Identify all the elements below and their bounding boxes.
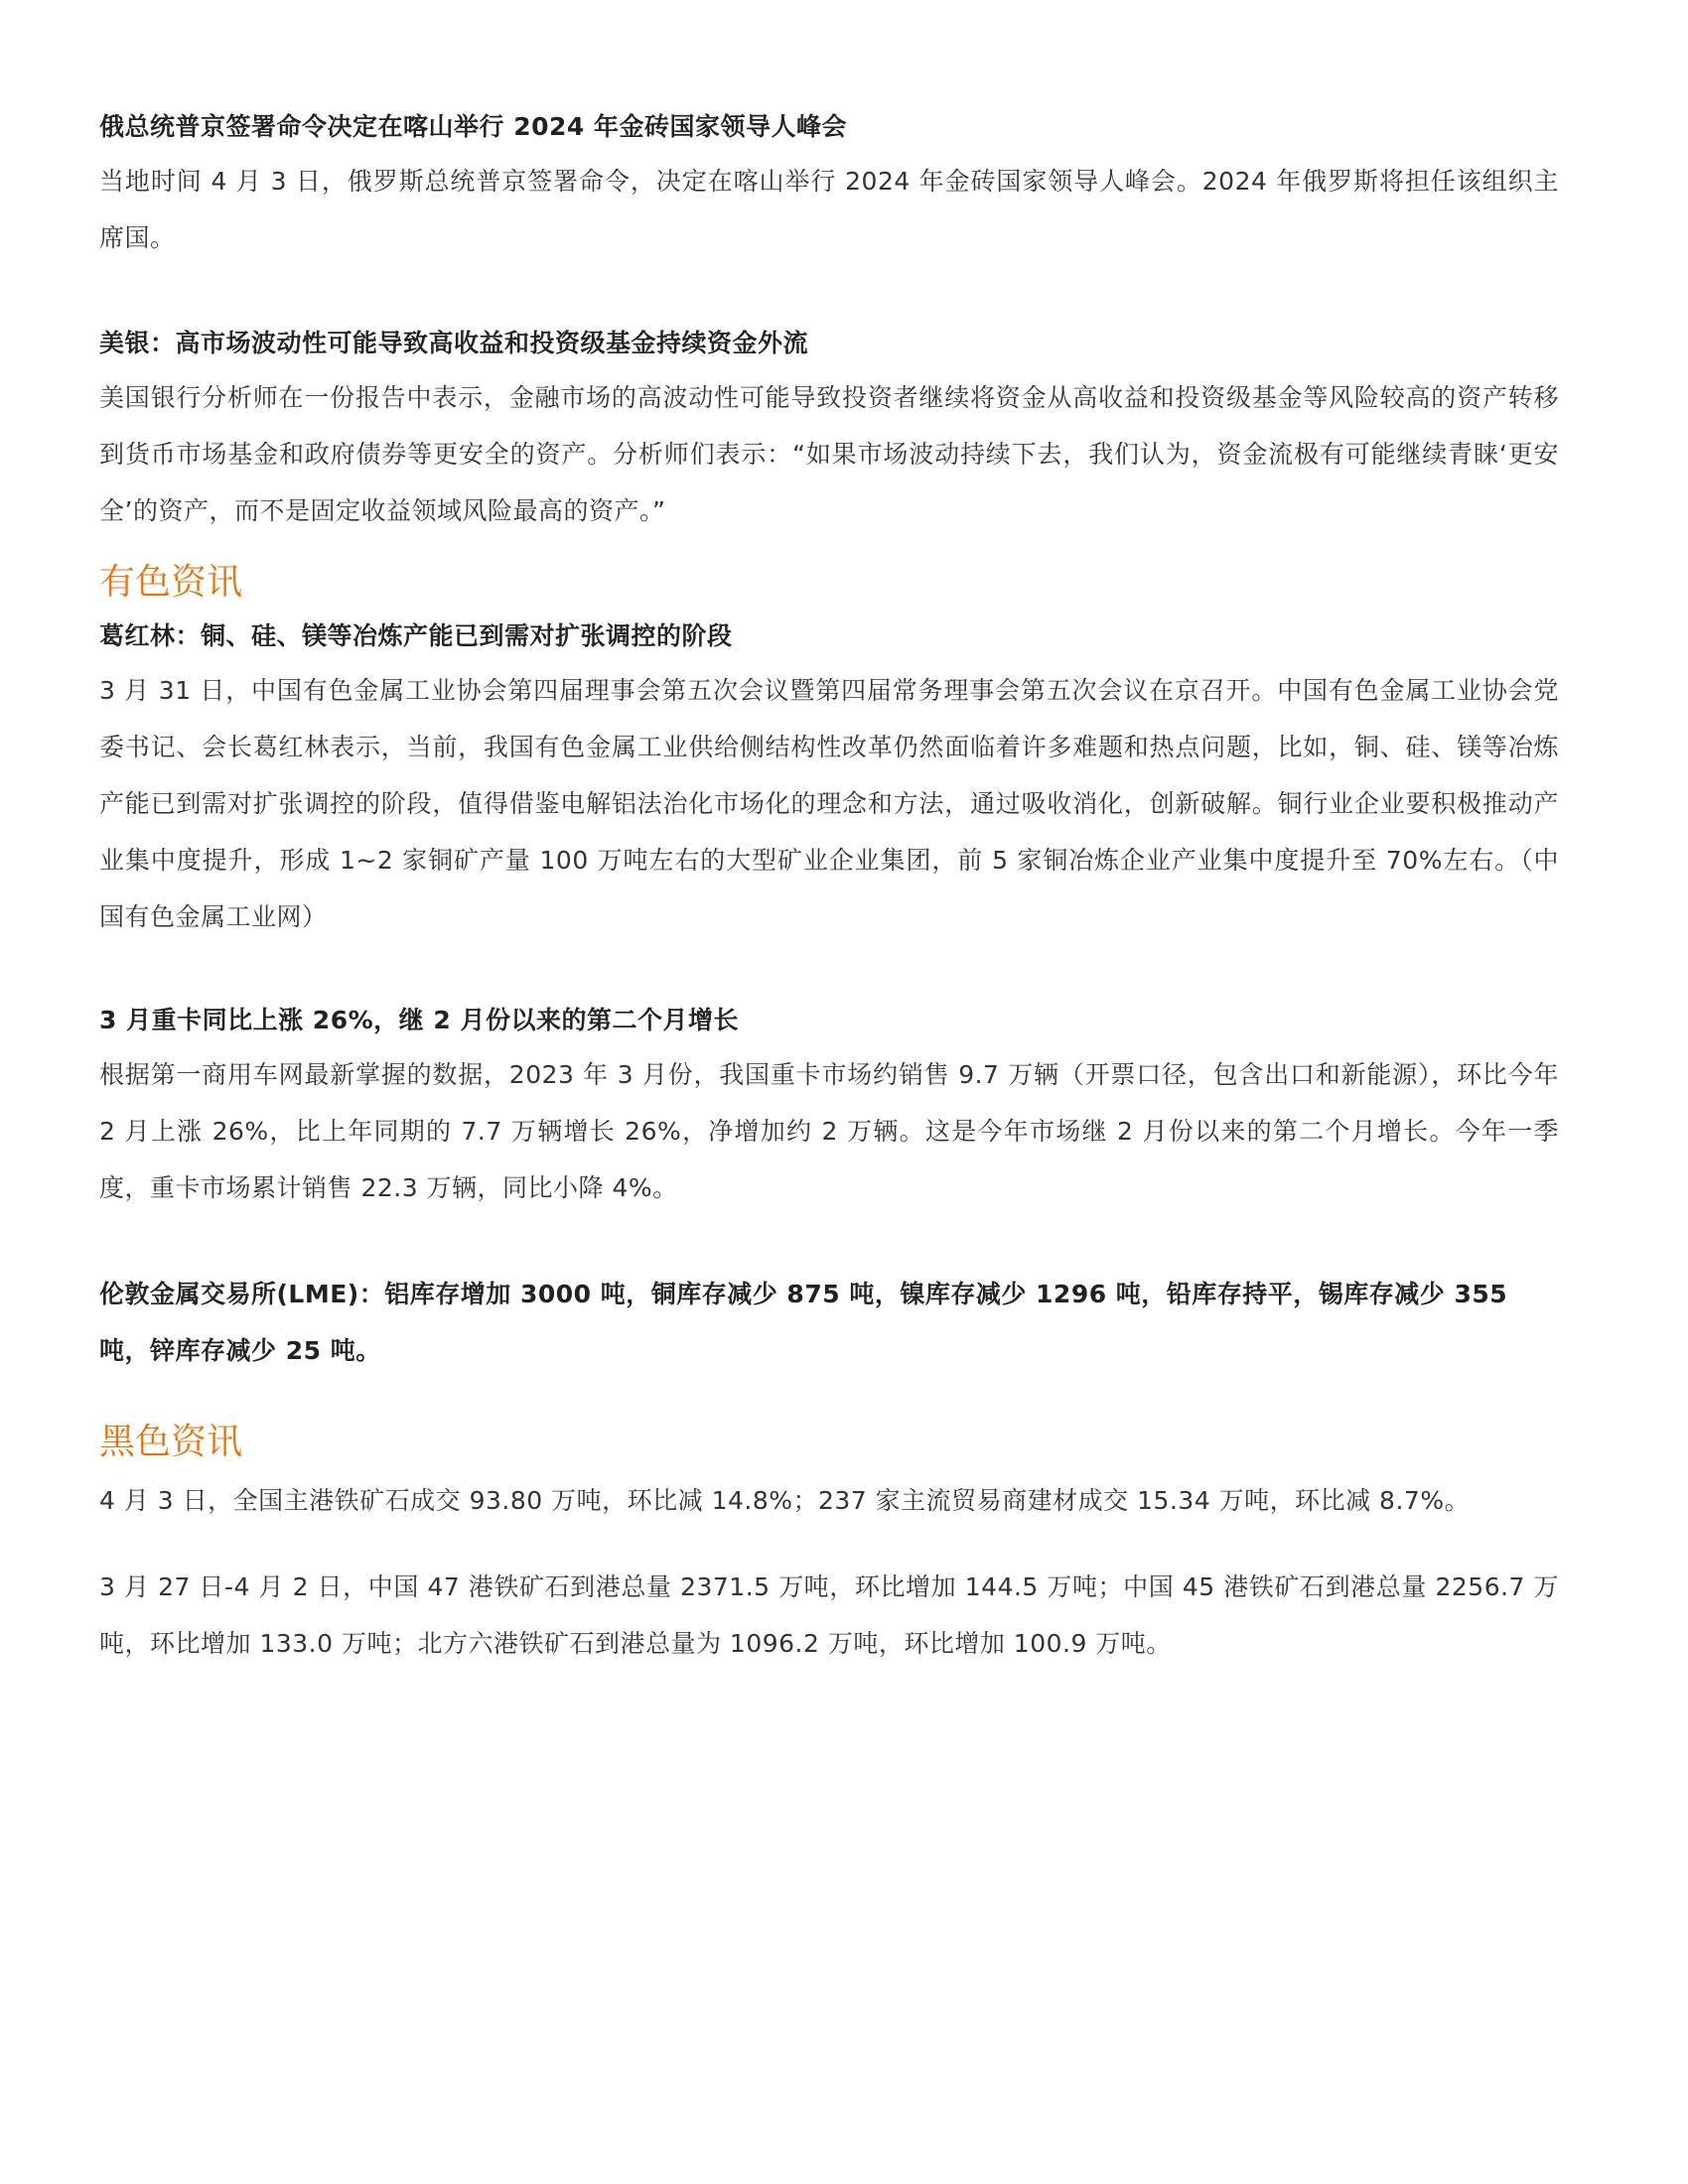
news-item-bofa xyxy=(99,324,1559,539)
document-page xyxy=(99,107,1559,1672)
lme-inventory-summary: 伦敦金属交易所(LME)：铝库存增加 3000 吨，铜库存减少 875 吨，镍库存减少 1296 吨，铅库存持平，锡库存减少 355 吨，锌库存减少 25 吨。 xyxy=(99,1280,1508,1365)
news-title: 俄总统普京签署命令决定在喀山举行 2024 年金砖国家领导人峰会 xyxy=(99,112,847,141)
news-title: 美银：高市场波动性可能导致高收益和投资级基金持续资金外流 xyxy=(99,329,809,357)
news-item-ge-honglin xyxy=(99,616,1559,945)
section-heading-ferrous: 黑色资讯 xyxy=(99,1422,243,1462)
news-body: 根据第一商用车网最新掌握的数据，2023 年 3 月份，我国重卡市场约销售 9.7 万辆（开票口径，包含出口和新能源），环比今年 2 月上涨 26%，比上年同期的 7.7 万辆增长 26%，净增加约 2 万辆。这是今年市场继 2 月份以来的第二个月增长。今年一季度，重卡市场累计销售 22.3 万辆，同比小降 4%。 xyxy=(99,1060,1559,1202)
ferrous-paragraph: 4 月 3 日，全国主港铁矿石成交 93.80 万吨，环比减 14.8%；237 家主流贸易商建材成交 15.34 万吨，环比减 8.7%。 xyxy=(99,1486,1471,1515)
news-body: 美国银行分析师在一份报告中表示，金融市场的高波动性可能导致投资者继续将资金从高收益和投资级基金等风险较高的资产转移到货币市场基金和政府债券等更安全的资产。分析师们表示：“如果市场波动持续下去，我们认为，资金流极有可能继续青睐‘更安全’的资产，而不是固定收益领域风险最高的资产。” xyxy=(99,383,1559,525)
news-title: 3 月重卡同比上涨 26%，继 2 月份以来的第二个月增长 xyxy=(99,1006,739,1034)
ferrous-paragraph: 3 月 27 日-4 月 2 日，中国 47 港铁矿石到港总量 2371.5 万吨，环比增加 144.5 万吨；中国 45 港铁矿石到港总量 2256.7 万吨，环比增加 133.0 万吨；北方六港铁矿石到港总量为 1096.2 万吨，环比增加 100.9 万吨。 xyxy=(99,1572,1559,1658)
news-body: 当地时间 4 月 3 日，俄罗斯总统普京签署命令，决定在喀山举行 2024 年金砖国家领导人峰会。2024 年俄罗斯将担任该组织主席国。 xyxy=(99,167,1559,252)
section-heading-nonferrous: 有色资讯 xyxy=(99,562,243,603)
news-title: 葛红林：铜、硅、镁等冶炼产能已到需对扩张调控的阶段 xyxy=(99,621,733,650)
news-item-brics-summit xyxy=(99,107,1559,266)
news-body: 3 月 31 日，中国有色金属工业协会第四届理事会第五次会议暨第四届常务理事会第五次会议在京召开。中国有色金属工业协会党委书记、会长葛红林表示，当前，我国有色金属工业供给侧结构性改革仍然面临着许多难题和热点问题，比如，铜、硅、镁等冶炼产能已到需对扩张调控的阶段，值得借鉴电解铝法治化市场化的理念和方法，通过吸收消化，创新破解。铜行业企业要积极推动产业集中度提升，形成 1~2 家铜矿产量 100 万吨左右的大型矿业企业集团，前 5 家铜冶炼企业产业集中度提升至 70%左右。（中国有色金属工业网） xyxy=(99,676,1559,931)
news-item-heavy-truck xyxy=(99,1001,1559,1216)
